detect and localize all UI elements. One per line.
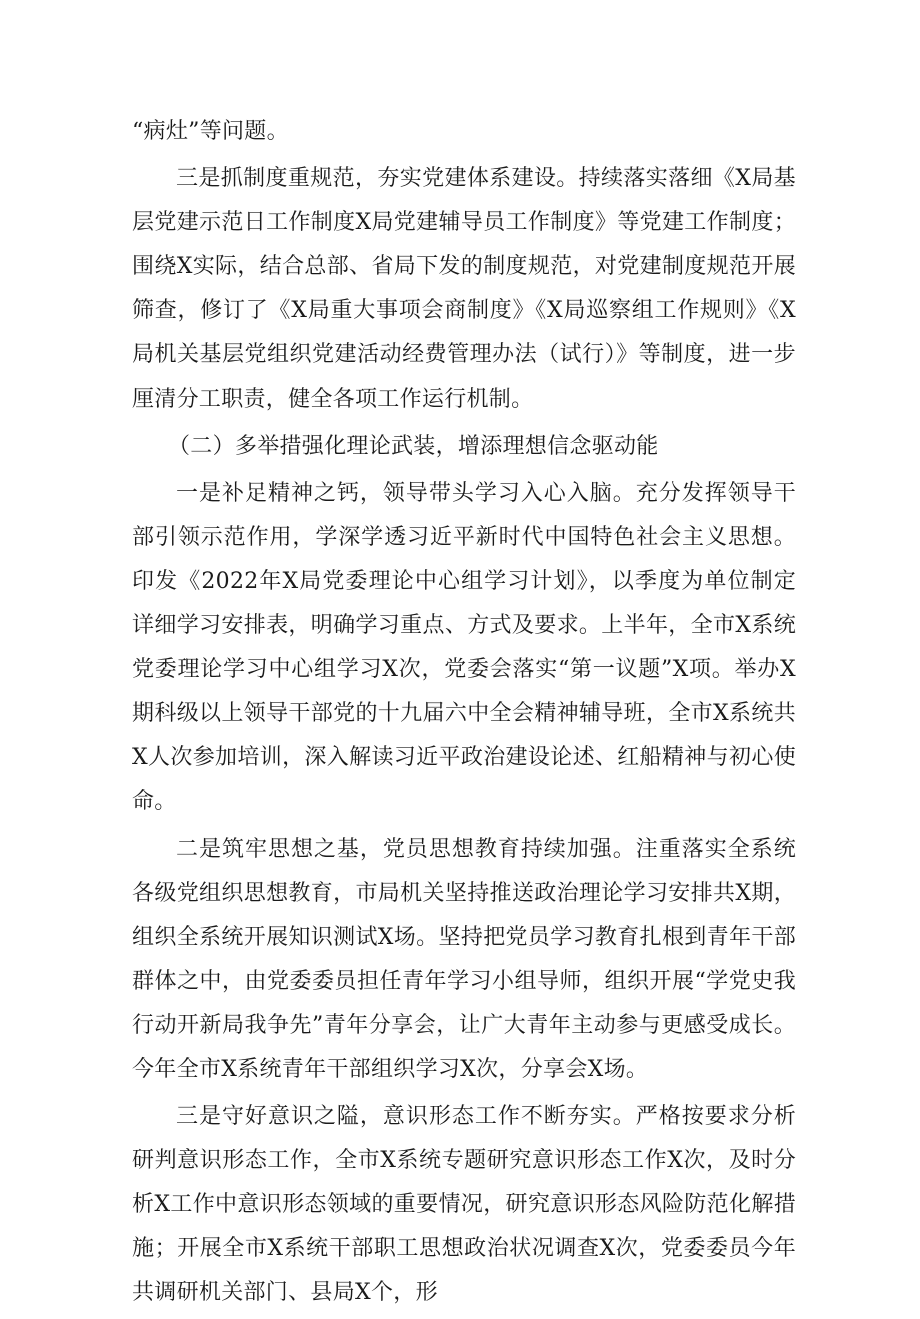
section-heading: （二）多举措强化理论武装，增添理想信念驱动能 (168, 433, 659, 459)
document-body (132, 110, 796, 1319)
paragraph-leadership-study: 一是补足精神之钙，领导带头学习入心入脑。充分发挥领导干部引领示范作用，学深学透习近平新时代中国特色社会主义思想。印发《2022年X局党委理论中心组学习计划》，以季度为单位制定详细学习安排表，明确学习重点、方式及要求。上半年，全市X系统党委理论学习中心组学习X次，党委会落实“第一议题”X项。举办X期科级以上领导干部党的十九届六中全会精神辅导班，全市X系统共X人次参加培训，深入解读习近平政治建设论述、红船精神与初心使命。 (132, 480, 796, 815)
paragraph-continuation: “病灶”等问题。 (132, 119, 289, 144)
paragraph-system-building: 三是抓制度重规范，夯实党建体系建设。持续落实落细《X局基层党建示范日工作制度X局党建辅导员工作制度》等党建工作制度；围绕X实际，结合总部、省局下发的制度规范，对党建制度规范开展筛查，修订了《X局重大事项会商制度》《X局巡察组工作规则》《X局机关基层党组织党建活动经费管理办法（试行）》等制度，进一步厘清分工职责，健全各项工作运行机制。 (132, 166, 796, 412)
paragraph-ideology-work: 三是守好意识之隘，意识形态工作不断夯实。严格按要求分析研判意识形态工作，全市X系统专题研究意识形态工作X次，及时分析X工作中意识形态领域的重要情况，研究意识形态风险防范化解措施；开展全市X系统干部职工思想政治状况调查X次，党委委员今年共调研机关部门、县局X个，形 (132, 1104, 796, 1306)
paragraph-ideological-education: 二是筑牢思想之基，党员思想教育持续加强。注重落实全系统各级党组织思想教育，市局机关坚持推送政治理论学习安排共X期，组织全系统开展知识测试X场。坚持把党员学习教育扎根到青年干部群体之中，由党委委员担任青年学习小组导师，组织开展“学党史我行动开新局我争先”青年分享会，让广大青年主动参与更感受成长。今年全市X系统青年干部组织学习X次，分享会X场。 (132, 836, 796, 1082)
